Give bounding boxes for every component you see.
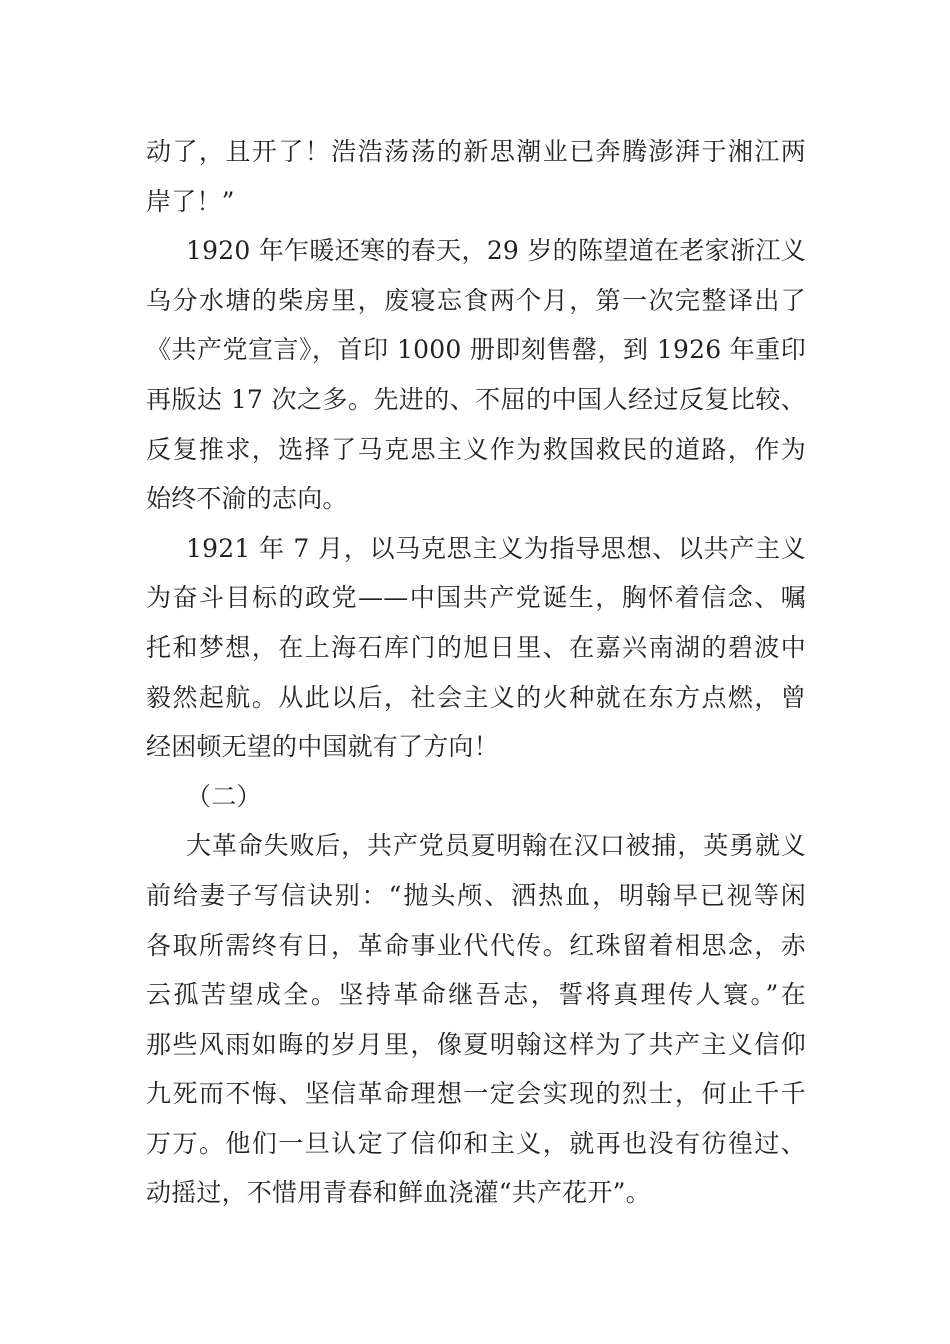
document-body: [146, 127, 806, 1218]
text-line-22: 动摇过，不惜用青春和鲜血浇灌“共产花开”。: [146, 1178, 651, 1208]
text-line-10: 为奋斗目标的政党——中国共产党诞生，胸怀着信念、嘱: [146, 583, 806, 613]
text-line-15: 大革命失败后，共产党员夏明翰在汉口被捕，英勇就义: [186, 831, 806, 861]
text-line-18: 云孤苦望成全。坚持革命继吾志，誓将真理传人寰。”在: [146, 980, 806, 1010]
text-line-3: 1920 年乍暖还寒的春天，29 岁的陈望道在老家浙江义: [186, 236, 806, 266]
text-line-8: 始终不渝的志向。: [146, 484, 348, 514]
text-line-21: 万万。他们一旦认定了信仰和主义，就再也没有彷徨过、: [146, 1128, 806, 1158]
text-line-5: 《共产党宣言》，首印 1000 册即刻售罄，到 1926 年重印: [146, 335, 806, 365]
text-line-2: 岸了！”: [146, 186, 235, 216]
text-line-11: 托和梦想，在上海石库门的旭日里、在嘉兴南湖的碧波中: [146, 632, 806, 662]
text-line-4: 乌分水塘的柴房里，废寝忘食两个月，第一次完整译出了: [146, 285, 806, 315]
text-line-19: 那些风雨如晦的岁月里，像夏明翰这样为了共产主义信仰: [146, 1029, 806, 1059]
text-line-16: 前给妻子写信诀别：“抛头颅、洒热血，明翰早已视等闲: [146, 880, 806, 910]
text-line-13: 经困顿无望的中国就有了方向！: [146, 732, 499, 762]
text-line-7: 反复推求，选择了马克思主义作为救国救民的道路，作为: [146, 434, 806, 464]
text-line-9: 1921 年 7 月，以马克思主义为指导思想、以共产主义: [186, 533, 806, 563]
text-line-17: 各取所需终有日，革命事业代代传。红珠留着相思念，赤: [146, 930, 806, 960]
text-line-1: 动了，且开了！浩浩荡荡的新思潮业已奔腾澎湃于湘江两: [146, 137, 806, 166]
text-line-20: 九死而不悔、坚信革命理想一定会实现的烈士，何止千千: [146, 1079, 806, 1109]
text-line-6: 再版达 17 次之多。先进的、不屈的中国人经过反复比较、: [146, 384, 806, 414]
text-line-12: 毅然起航。从此以后，社会主义的火种就在东方点燃，曾: [146, 682, 806, 712]
section-heading: （二）: [186, 781, 262, 811]
